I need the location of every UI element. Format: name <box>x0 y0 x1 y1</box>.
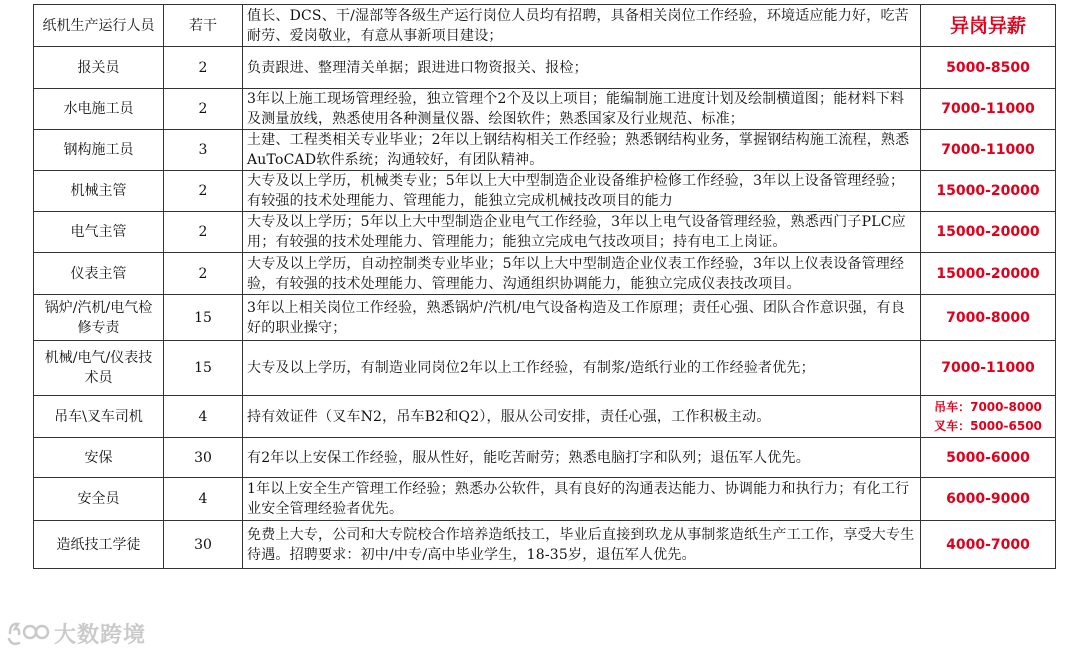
position-cell: 吊车\叉车司机 <box>34 396 164 438</box>
count-cell: 30 <box>164 521 243 569</box>
salary-cell: 7000-11000 <box>921 341 1056 396</box>
salary-cell: 6000-9000 <box>921 478 1056 521</box>
salary-cell: 4000-7000 <box>921 521 1056 569</box>
requirements-cell: 负责跟进、整理清关单据；跟进进口物资报关、报检； <box>243 47 921 89</box>
logo-icon <box>6 619 50 649</box>
salary-cell: 15000-20000 <box>921 212 1056 253</box>
requirements-cell: 3年以上相关岗位工作经验，熟悉锅炉/汽机/电气设备构造及工作原理；责任心强、团队合作意识强，有良好的职业操守； <box>243 295 921 341</box>
position-cell: 安保 <box>34 438 164 478</box>
count-cell: 2 <box>164 89 243 130</box>
requirements-cell: 大专及以上学历，有制造业同岗位2年以上工作经验，有制浆/造纸行业的工作经验者优先； <box>243 341 921 396</box>
count-cell: 4 <box>164 478 243 521</box>
count-cell: 2 <box>164 171 243 212</box>
requirements-cell: 3年以上施工现场管理经验，独立管理个2个及以上项目；能编制施工进度计划及绘制横道图；能材料下料及测量放线，熟悉使用各种测量仪器、绘图软件；熟悉国家及行业规范、标准； <box>243 89 921 130</box>
count-cell: 15 <box>164 295 243 341</box>
salary-forklift: 叉车：5000-6500 <box>934 418 1042 433</box>
count-cell: 30 <box>164 438 243 478</box>
position-cell: 安全员 <box>34 478 164 521</box>
count-cell: 2 <box>164 212 243 253</box>
position-cell: 造纸技工学徒 <box>34 521 164 569</box>
table-row <box>34 253 1056 295</box>
table-row <box>34 47 1056 89</box>
salary-cell: 5000-6000 <box>921 438 1056 478</box>
requirements-cell: 土建、工程类相关专业毕业；2年以上钢结构相关工作经验；熟悉钢结构业务，掌握钢结构施工流程，熟悉AuToCAD软件系统；沟通较好，有团队精神。 <box>243 130 921 171</box>
table-row <box>34 171 1056 212</box>
count-cell: 若干 <box>164 5 243 47</box>
table-row <box>34 396 1056 438</box>
position-cell: 水电施工员 <box>34 89 164 130</box>
position-cell: 纸机生产运行人员 <box>34 5 164 47</box>
position-cell: 仪表主管 <box>34 253 164 295</box>
position-cell: 锅炉/汽机/电气检修专责 <box>34 295 164 341</box>
count-cell: 4 <box>164 396 243 438</box>
requirements-cell: 大专及以上学历，自动控制类专业毕业；5年以上大中型制造企业仪表工作经验，3年以上仪表设备管理经验，有较强的技术处理能力、管理能力、沟通组织协调能力，能独立完成仪表技改项目。 <box>243 253 921 295</box>
salary-cell: 15000-20000 <box>921 171 1056 212</box>
salary-cell: 5000-8500 <box>921 47 1056 89</box>
count-cell: 15 <box>164 341 243 396</box>
position-cell: 电气主管 <box>34 212 164 253</box>
job-table <box>33 4 1056 569</box>
requirements-cell: 1年以上安全生产管理工作经验；熟悉办公软件，具有良好的沟通表达能力、协调能力和执行力；有化工行业安全管理经验者优先。 <box>243 478 921 521</box>
table-row <box>34 89 1056 130</box>
requirements-cell: 值长、DCS、干/湿部等各级生产运行岗位人员均有招聘，具备相关岗位工作经验，环境适应能力好，吃苦耐劳、爱岗敬业，有意从事新项目建设； <box>243 5 921 47</box>
position-cell: 报关员 <box>34 47 164 89</box>
count-cell: 2 <box>164 47 243 89</box>
position-cell: 钢构施工员 <box>34 130 164 171</box>
watermark <box>6 618 146 649</box>
position-cell: 机械主管 <box>34 171 164 212</box>
requirements-cell: 大专及以上学历，机械类专业；5年以上大中型制造企业设备维护检修工作经验，3年以上设备管理经验；有较强的技术处理能力、管理能力，能独立完成机械技改项目的能力 <box>243 171 921 212</box>
salary-crane: 吊车：7000-8000 <box>934 399 1042 414</box>
count-cell: 2 <box>164 253 243 295</box>
requirements-cell: 有2年以上安保工作经验，服从性好，能吃苦耐劳；熟悉电脑打字和队列；退伍军人优先。 <box>243 438 921 478</box>
table-row <box>34 478 1056 521</box>
requirements-cell: 持有效证件（叉车N2，吊车B2和Q2），服从公司安排，责任心强，工作积极主动。 <box>243 396 921 438</box>
table-row <box>34 341 1056 396</box>
count-cell: 3 <box>164 130 243 171</box>
table-row <box>34 295 1056 341</box>
requirements-cell: 免费上大专，公司和大专院校合作培养造纸技工，毕业后直接到玖龙从事制浆造纸生产工工作，享受大专生待遇。招聘要求：初中/中专/高中毕业学生，18-35岁，退伍军人优先。 <box>243 521 921 569</box>
watermark-text: 大数跨境 <box>54 623 147 648</box>
salary-cell: 7000-8000 <box>921 295 1056 341</box>
table-row <box>34 212 1056 253</box>
salary-cell: 7000-11000 <box>921 130 1056 171</box>
salary-cell: 异岗异薪 <box>921 5 1056 47</box>
table-row <box>34 5 1056 47</box>
position-cell: 机械/电气/仪表技术员 <box>34 341 164 396</box>
salary-cell <box>921 396 1056 438</box>
table-row <box>34 130 1056 171</box>
salary-cell: 7000-11000 <box>921 89 1056 130</box>
requirements-cell: 大专及以上学历；5年以上大中型制造企业电气工作经验，3年以上电气设备管理经验，熟悉西门子PLC应用；有较强的技术处理能力、管理能力；能独立完成电气技改项目；持有电工上岗证。 <box>243 212 921 253</box>
table-row <box>34 438 1056 478</box>
salary-cell: 15000-20000 <box>921 253 1056 295</box>
table-row <box>34 521 1056 569</box>
